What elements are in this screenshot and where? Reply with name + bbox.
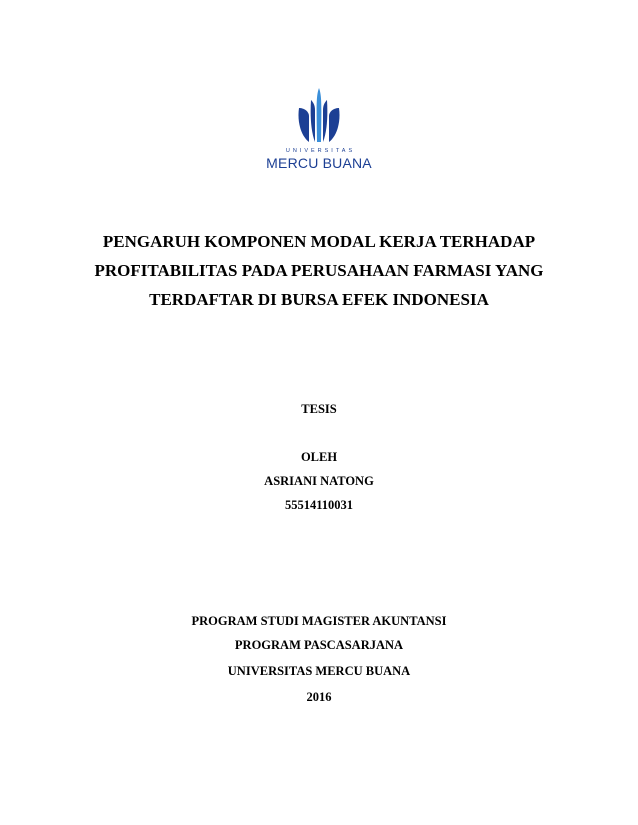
university-name: UNIVERSITAS MERCU BUANA	[227, 664, 411, 678]
graduate-school: PROGRAM PASCASARJANA	[234, 638, 404, 652]
thesis-title	[40, 227, 598, 314]
thesis-title-line-3: TERDAFTAR DI BURSA EFEK INDONESIA	[149, 290, 489, 309]
student-id: 55514110031	[284, 498, 354, 512]
year: 2016	[306, 690, 332, 704]
logo-university-name: MERCU BUANA	[266, 155, 372, 171]
university-logo	[0, 86, 638, 171]
logo-universitas-text: UNIVERSITAS	[285, 148, 356, 154]
study-program: PROGRAM STUDI MAGISTER AKUNTANSI	[191, 614, 447, 628]
author-name: ASRIANI NATONG	[264, 474, 374, 488]
document-type: TESIS	[301, 402, 337, 416]
author-by-label: OLEH	[300, 450, 338, 464]
mercu-buana-emblem-icon	[291, 86, 347, 144]
thesis-title-line-1: PENGARUH KOMPONEN MODAL KERJA TERHADAP	[102, 232, 536, 251]
thesis-title-line-2: PROFITABILITAS PADA PERUSAHAAN FARMASI YANG	[94, 261, 544, 280]
